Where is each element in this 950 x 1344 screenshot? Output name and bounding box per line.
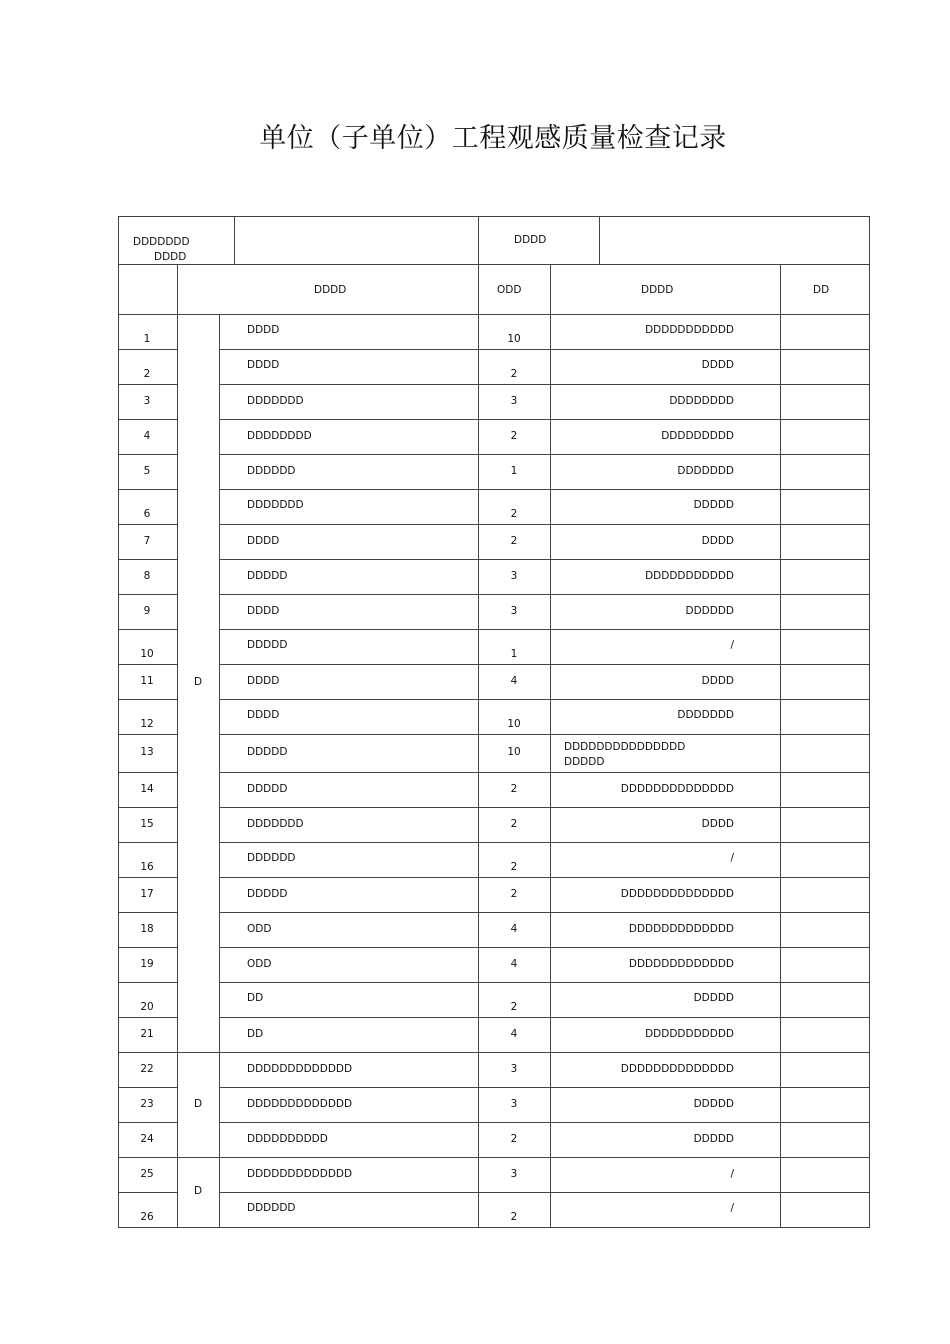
row-number: 15	[140, 818, 154, 830]
column-header-score: ODD	[497, 284, 522, 296]
row-number: 19	[140, 958, 154, 970]
group-label: D	[193, 1098, 203, 1110]
row-separator	[118, 1052, 869, 1053]
row-score: 4	[510, 1028, 518, 1040]
column-header-method: DDDD	[641, 284, 674, 296]
row-score: 4	[510, 958, 518, 970]
unit-label: DDDD	[514, 234, 547, 246]
row-method: /	[730, 639, 734, 651]
row-item: DDDDDDDDDD	[247, 1133, 328, 1145]
row-score: 4	[510, 675, 518, 687]
row-separator-no	[118, 807, 177, 808]
row-method: DDDD	[701, 535, 734, 547]
row-number: 2	[143, 368, 151, 380]
row-score: 2	[510, 508, 518, 520]
row-separator	[219, 1017, 869, 1018]
row-number: 7	[143, 535, 151, 547]
row-item: DDDD	[247, 709, 280, 721]
border-left	[118, 216, 119, 1227]
row-item: DDDD	[247, 535, 280, 547]
row-method: /	[730, 1168, 734, 1180]
row-method: DDDDDDDDDDDDDD	[620, 783, 734, 795]
border-header-1	[118, 264, 869, 265]
row-item: DDDDDDD	[247, 818, 304, 830]
row-score: 2	[510, 1133, 518, 1145]
row-item: DDDD	[247, 359, 280, 371]
row-score: 3	[510, 1063, 518, 1075]
row-method: DDDDDDDDDDDDDD	[620, 888, 734, 900]
row-separator	[219, 1087, 869, 1088]
row-score: 10	[507, 718, 521, 730]
row-number: 18	[140, 923, 154, 935]
row-number: 13	[140, 746, 154, 758]
row-separator	[219, 594, 869, 595]
row-separator-no	[118, 1087, 177, 1088]
row-item: DDDDD	[247, 746, 288, 758]
row-separator-no	[118, 419, 177, 420]
row-number: 10	[140, 648, 154, 660]
row-number: 22	[140, 1063, 154, 1075]
row-separator	[219, 1122, 869, 1123]
row-method: DDDD	[701, 675, 734, 687]
row-number: 24	[140, 1133, 154, 1145]
row-separator	[219, 1192, 869, 1193]
row-separator-no	[118, 349, 177, 350]
row-separator	[219, 489, 869, 490]
row-number: 20	[140, 1001, 154, 1013]
border-col-remark	[780, 264, 781, 1227]
row-separator	[219, 842, 869, 843]
row-number: 17	[140, 888, 154, 900]
row-score: 10	[507, 746, 521, 758]
row-separator-no	[118, 912, 177, 913]
border-col-score	[478, 264, 479, 1227]
row-separator-no	[118, 489, 177, 490]
row-separator-no	[118, 1122, 177, 1123]
row-separator	[219, 982, 869, 983]
row-separator-no	[118, 734, 177, 735]
row-method: /	[730, 852, 734, 864]
row-method: DDDDDDDDDDD	[645, 570, 734, 582]
row-separator-no	[118, 524, 177, 525]
row-method: DDDDD	[693, 992, 734, 1004]
row-number: 11	[140, 675, 154, 687]
row-score: 2	[510, 1001, 518, 1013]
row-number: 6	[143, 508, 151, 520]
row-separator	[219, 454, 869, 455]
row-item: DDDDDD	[247, 1202, 296, 1214]
row-score: 2	[510, 535, 518, 547]
row-item: DDDDDDD	[247, 499, 304, 511]
row-separator	[219, 384, 869, 385]
row-item: DDDDD	[247, 888, 288, 900]
row-number: 9	[143, 605, 151, 617]
row-method: DDDDDDD	[677, 465, 734, 477]
row-separator-no	[118, 664, 177, 665]
row-method: DDDDDDDDDDDDD	[628, 958, 734, 970]
row-separator	[219, 807, 869, 808]
row-method: DDDDD	[693, 1133, 734, 1145]
group-label: D	[193, 1185, 203, 1197]
border-right	[869, 216, 870, 1227]
project-label-line2: DDDD	[154, 251, 187, 263]
row-separator	[219, 734, 869, 735]
row-item: DDDD	[247, 675, 280, 687]
border-header-v3	[599, 216, 600, 264]
row-method: DDDD	[701, 818, 734, 830]
row-separator-no	[118, 1192, 177, 1193]
row-separator-no	[118, 842, 177, 843]
row-score: 2	[510, 1211, 518, 1223]
border-header-v2	[478, 216, 479, 264]
row-method: DDDDD	[693, 499, 734, 511]
row-score: 2	[510, 861, 518, 873]
row-separator	[219, 947, 869, 948]
row-score: 1	[510, 648, 518, 660]
row-method: DDDDDDDDD	[661, 430, 734, 442]
row-separator-no	[118, 454, 177, 455]
row-item: DDDDDDDDDDDDD	[247, 1063, 353, 1075]
row-score: 10	[507, 333, 521, 345]
row-score: 3	[510, 1098, 518, 1110]
row-number: 5	[143, 465, 151, 477]
row-method: DDDD	[701, 359, 734, 371]
row-method-line2: DDDDD	[564, 756, 605, 768]
row-method: DDDDD	[693, 1098, 734, 1110]
row-number: 16	[140, 861, 154, 873]
row-score: 1	[510, 465, 518, 477]
row-item: DDDDDDD	[247, 395, 304, 407]
row-method: DDDDDDDDDDDDD	[628, 923, 734, 935]
row-number: 8	[143, 570, 151, 582]
row-separator	[219, 559, 869, 560]
row-item: DDDDDDDDDDDDD	[247, 1098, 353, 1110]
row-separator-no	[118, 1017, 177, 1018]
row-method: DDDDDDDDDDD	[645, 1028, 734, 1040]
column-header-remark: DD	[813, 284, 830, 296]
row-item: DDDDDD	[247, 465, 296, 477]
column-header-item: DDDD	[314, 284, 347, 296]
row-separator-no	[118, 559, 177, 560]
row-item: DDDDDD	[247, 852, 296, 864]
row-item: DDDDD	[247, 570, 288, 582]
row-method: /	[730, 1202, 734, 1214]
row-item: DDDD	[247, 324, 280, 336]
row-score: 2	[510, 368, 518, 380]
row-separator-no	[118, 877, 177, 878]
row-number: 12	[140, 718, 154, 730]
row-number: 26	[140, 1211, 154, 1223]
row-separator	[219, 629, 869, 630]
row-separator-no	[118, 629, 177, 630]
row-method: DDDDDDDDDDDDDDD	[564, 741, 686, 753]
row-separator-no	[118, 699, 177, 700]
group-label: D	[193, 676, 203, 688]
row-separator	[219, 419, 869, 420]
row-item: DDDD	[247, 605, 280, 617]
row-number: 23	[140, 1098, 154, 1110]
row-separator	[219, 772, 869, 773]
border-bottom	[118, 1227, 870, 1228]
project-label: DDDDDDD	[133, 236, 190, 248]
row-separator-no	[118, 772, 177, 773]
row-score: 4	[510, 923, 518, 935]
border-top	[118, 216, 869, 217]
row-item: DDDDDDDD	[247, 430, 312, 442]
row-separator	[219, 524, 869, 525]
row-score: 2	[510, 818, 518, 830]
row-item: DD	[247, 992, 264, 1004]
border-col-group	[177, 264, 178, 1227]
row-score: 3	[510, 570, 518, 582]
row-separator	[219, 349, 869, 350]
row-number: 1	[143, 333, 151, 345]
row-number: 25	[140, 1168, 154, 1180]
row-number: 21	[140, 1028, 154, 1040]
row-separator	[118, 1157, 869, 1158]
row-separator	[219, 664, 869, 665]
row-score: 3	[510, 1168, 518, 1180]
inspection-table	[118, 216, 869, 1232]
row-separator	[219, 912, 869, 913]
row-item: DDDDD	[247, 639, 288, 651]
row-number: 3	[143, 395, 151, 407]
row-number: 14	[140, 783, 154, 795]
row-method: DDDDDDDDDDDDDD	[620, 1063, 734, 1075]
row-score: 2	[510, 783, 518, 795]
row-method: DDDDDD	[685, 605, 734, 617]
row-item: DDDDDDDDDDDDD	[247, 1168, 353, 1180]
row-item: DD	[247, 1028, 264, 1040]
row-separator-no	[118, 947, 177, 948]
row-separator	[219, 877, 869, 878]
row-method: DDDDDDD	[677, 709, 734, 721]
row-item: DDDDD	[247, 783, 288, 795]
row-item: ODD	[247, 958, 272, 970]
row-method: DDDDDDDDDDD	[645, 324, 734, 336]
border-col-method	[550, 264, 551, 1227]
row-separator-no	[118, 594, 177, 595]
row-method: DDDDDDDD	[669, 395, 734, 407]
row-score: 3	[510, 605, 518, 617]
row-separator	[219, 699, 869, 700]
row-score: 2	[510, 888, 518, 900]
row-item: ODD	[247, 923, 272, 935]
border-header-v1	[234, 216, 235, 264]
row-score: 3	[510, 395, 518, 407]
row-separator-no	[118, 384, 177, 385]
row-score: 2	[510, 430, 518, 442]
border-col-item	[219, 314, 220, 1227]
row-number: 4	[143, 430, 151, 442]
row-separator-no	[118, 982, 177, 983]
border-header-2	[118, 314, 869, 315]
page-title: 单位（子单位）工程观感质量检查记录	[259, 123, 727, 154]
